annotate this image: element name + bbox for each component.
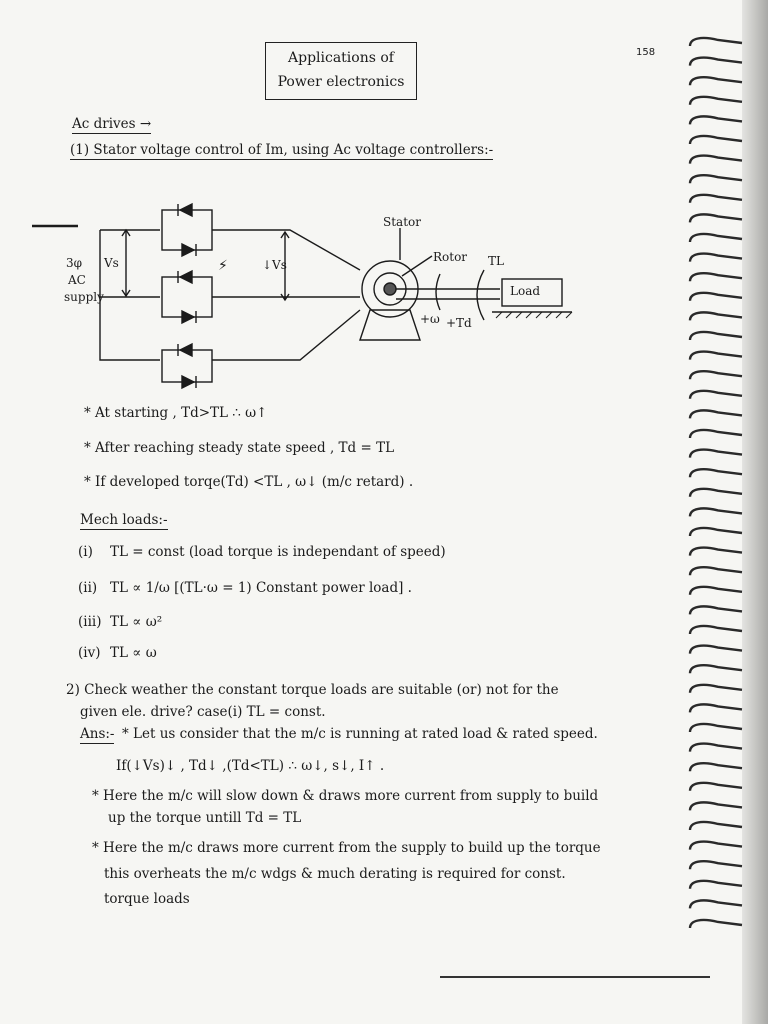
answer-bullet2-line3: torque loads — [104, 891, 190, 907]
supply-wire-bottom — [100, 230, 160, 360]
load-1-text: TL = const (load torque is independant of speed) — [110, 544, 446, 560]
load-3-text: TL ∝ ω² — [110, 614, 163, 630]
spiral-loop — [690, 763, 742, 771]
page-number: 158 — [636, 47, 656, 58]
label-vs: Vs — [104, 256, 119, 270]
section-heading: Ac drives → — [72, 116, 152, 132]
load-2-num: (ii) — [78, 580, 98, 596]
spiral-loop — [690, 567, 742, 575]
label-variable-vs: ↓Vs — [262, 258, 287, 272]
spiral-loop — [690, 920, 742, 928]
spiral-loop — [690, 665, 742, 673]
spiral-loop — [690, 312, 742, 320]
spiral-loop — [690, 371, 742, 379]
spiral-loop — [690, 450, 742, 458]
spiral-loop — [690, 783, 742, 791]
bullet-steady-state: * After reaching steady state speed , Td = TL — [84, 440, 395, 456]
spiral-loop — [690, 626, 742, 634]
spiral-loop — [690, 352, 742, 360]
label-plus-omega: +ω — [420, 312, 440, 326]
spiral-loop — [690, 744, 742, 752]
spiral-loop — [690, 548, 742, 556]
spiral-loop — [690, 646, 742, 654]
answer-line1: * Let us consider that the m/c is running at rated load & rated speed. — [122, 726, 598, 742]
ground-hatch — [496, 312, 572, 318]
spiral-loop — [690, 38, 742, 46]
spiral-loop — [690, 842, 742, 850]
topic-heading: (1) Stator voltage control of Im, using Ac voltage controllers:- — [70, 142, 494, 158]
load-1-num: (i) — [78, 544, 93, 560]
spiral-loop — [690, 685, 742, 693]
answer-bullet2-line2: this overheats the m/c wdgs & much derating is required for const. — [104, 866, 566, 882]
spiral-loop — [690, 97, 742, 105]
label-stator: Stator — [383, 215, 421, 229]
spiral-loop — [690, 254, 742, 262]
spiral-loop — [690, 469, 742, 477]
spiral-loop — [690, 195, 742, 203]
load-4-text: TL ∝ ω — [110, 645, 157, 661]
spiral-loop — [690, 881, 742, 889]
thyristor-pair-2 — [162, 271, 212, 323]
question-line1: 2) Check weather the constant torque loads are suitable (or) not for the — [66, 682, 559, 698]
question-line2: given ele. drive? case(i) TL = const. — [80, 704, 326, 720]
spiral-loop — [690, 489, 742, 497]
spiral-binding — [680, 30, 768, 950]
spiral-loop — [690, 234, 742, 242]
label-tl: TL — [488, 254, 504, 268]
page-title-line1: Applications of — [288, 50, 394, 66]
answer-bullet2-line1: * Here the m/c draws more current from the supply to build up the torque — [92, 840, 601, 856]
label-supply-word: supply — [64, 290, 104, 304]
label-supply-ac: AC — [68, 273, 86, 287]
spiral-loop — [690, 116, 742, 124]
label-supply-phase: 3φ — [66, 256, 83, 270]
spiral-loop — [690, 822, 742, 830]
thyristor-pair-3 — [162, 344, 212, 388]
spiral-loop — [690, 332, 742, 340]
bottom-rule — [440, 976, 710, 978]
torque-arc — [477, 270, 484, 320]
spiral-loop — [690, 156, 742, 164]
spiral-loop — [690, 587, 742, 595]
answer-bullet1-line2: up the torque untill Td = TL — [108, 810, 302, 826]
load-3-num: (iii) — [78, 614, 102, 630]
label-plus-td: +Td — [446, 316, 472, 330]
spiral-loop — [690, 136, 742, 144]
spiral-loop — [690, 900, 742, 908]
spiral-loop — [690, 293, 742, 301]
spiral-loop — [690, 606, 742, 614]
load-4-num: (iv) — [78, 645, 101, 661]
label-rotor: Rotor — [433, 250, 468, 264]
answer-bullet1-line1: * Here the m/c will slow down & draws more current from supply to build — [92, 788, 599, 804]
spiral-loop — [690, 724, 742, 732]
bullet-starting: * At starting , Td>TL ∴ ω↑ — [84, 405, 268, 421]
spiral-loop — [690, 58, 742, 66]
spiral-loop — [690, 528, 742, 536]
label-load: Load — [510, 284, 541, 298]
thyristor-pair-1 — [162, 204, 212, 256]
page-title-box — [265, 42, 417, 100]
page-title-line2: Power electronics — [277, 74, 405, 90]
load-2-text: TL ∝ 1/ω [(TL·ω = 1) Constant power load] . — [110, 580, 412, 596]
output-wire-3 — [212, 310, 360, 360]
spiral-loop — [690, 175, 742, 183]
answer-label: Ans:- — [80, 726, 115, 742]
resistor-symbol: ⚡ — [218, 258, 228, 274]
answer-formula: If(↓Vs)↓ , Td↓ ,(Td<TL) ∴ ω↓, s↓, I↑ . — [116, 758, 385, 774]
spiral-loop — [690, 273, 742, 281]
spiral-loop — [690, 214, 742, 222]
motor — [360, 261, 500, 340]
spiral-loop — [690, 704, 742, 712]
spiral-loop — [690, 861, 742, 869]
spiral-loop — [690, 391, 742, 399]
speed-arc — [436, 274, 440, 310]
spiral-loop — [690, 430, 742, 438]
bullet-retard: * If developed torqe(Td) <TL , ω↓ (m/c retard) . — [84, 474, 414, 490]
mech-loads-heading: Mech loads:- — [80, 512, 168, 528]
spiral-loop — [690, 410, 742, 418]
spiral-loop — [690, 508, 742, 516]
spiral-loop — [690, 802, 742, 810]
spiral-loop — [690, 77, 742, 85]
